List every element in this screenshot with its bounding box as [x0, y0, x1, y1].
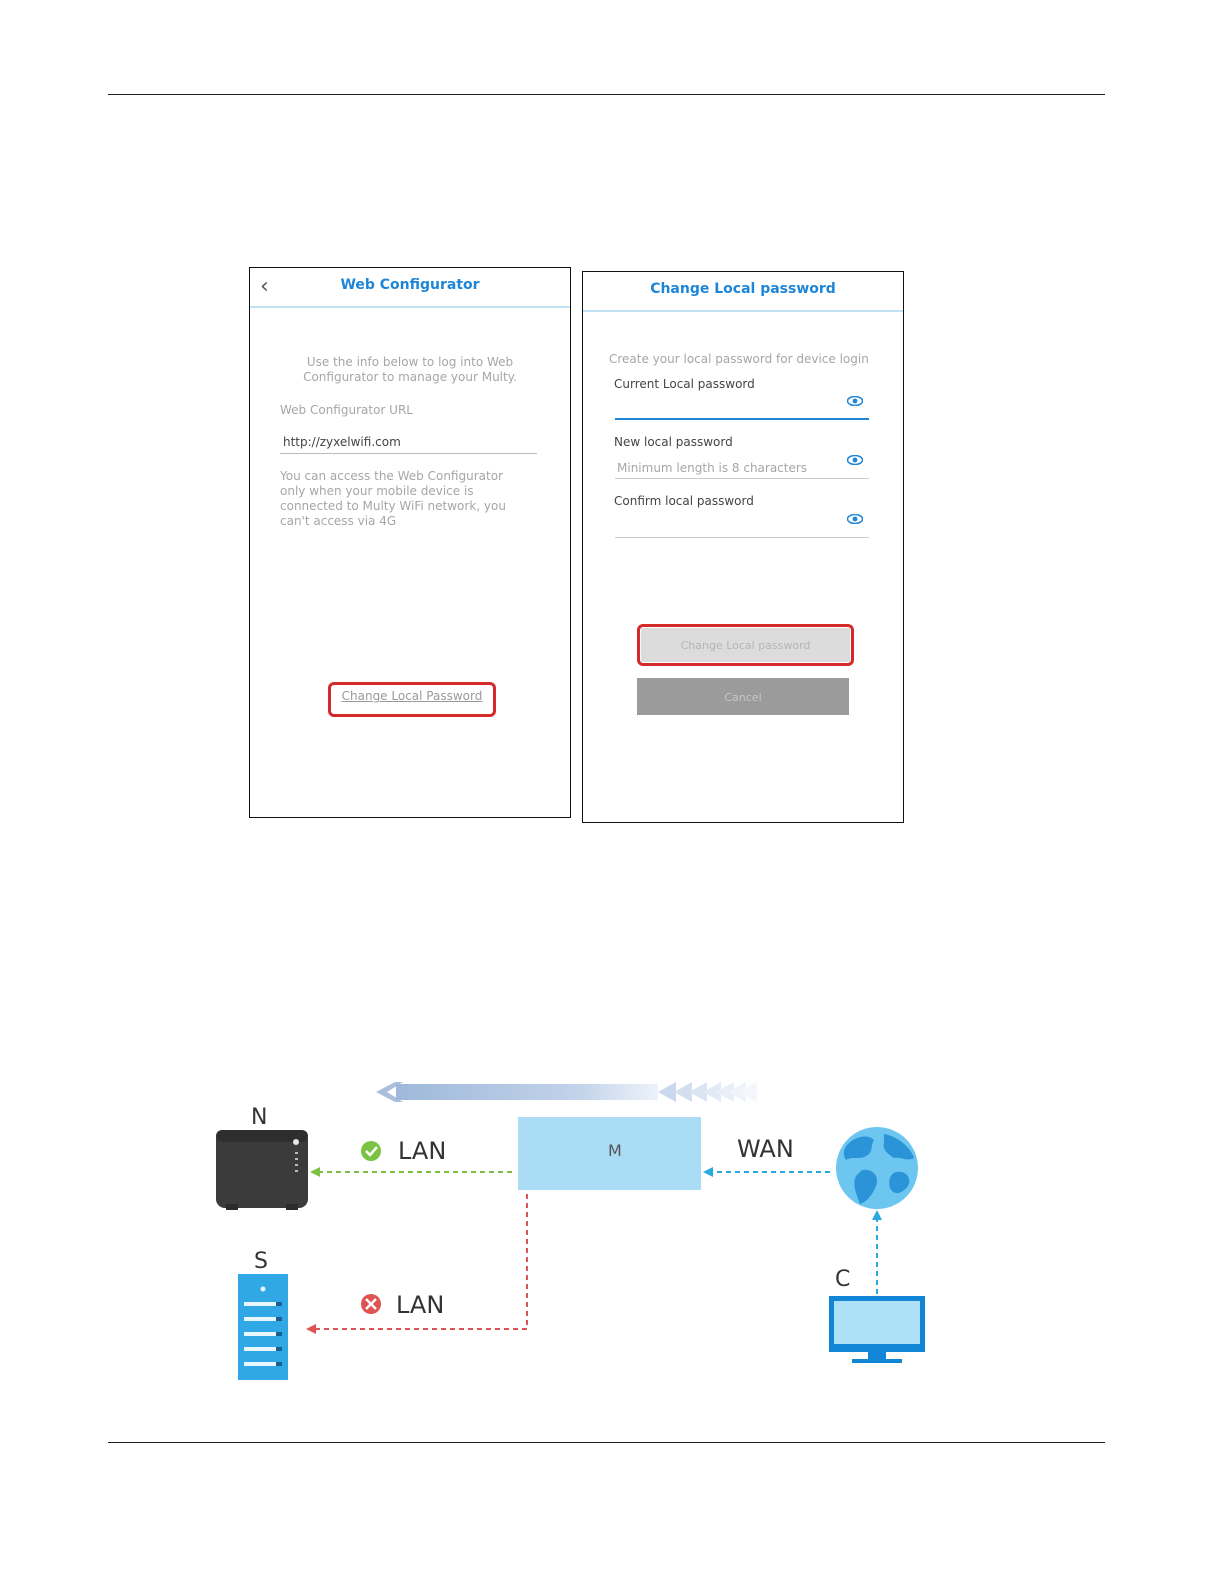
- network-diagram: [0, 1060, 1224, 1400]
- screen-title: Change Local password: [650, 281, 836, 297]
- globe-icon: [836, 1127, 918, 1209]
- screen-header: [583, 272, 903, 312]
- change-password-screen: [582, 271, 904, 823]
- change-local-password-button[interactable]: [641, 628, 850, 662]
- confirm-password-input[interactable]: [615, 537, 869, 538]
- traffic-direction-arrow: [376, 1082, 757, 1102]
- change-local-password-link[interactable]: Change Local Password: [341, 689, 483, 703]
- multy-label: M: [608, 1141, 622, 1160]
- computer-uplink-arrowhead: [872, 1210, 882, 1220]
- screen-header: [250, 268, 570, 308]
- nas-label: N: [251, 1105, 268, 1130]
- button-label: Change Local password: [680, 639, 811, 652]
- lan-blocked-label: LAN: [396, 1291, 445, 1319]
- top-rule: [108, 94, 1105, 95]
- check-icon: [361, 1141, 381, 1161]
- blocked-icon: [361, 1294, 381, 1314]
- bottom-rule: [108, 1442, 1105, 1443]
- wan-label: WAN: [737, 1135, 794, 1163]
- show-password-icon[interactable]: [847, 455, 863, 465]
- new-password-input[interactable]: Minimum length is 8 characters: [617, 461, 808, 475]
- lan-allowed-arrowhead: [310, 1167, 320, 1177]
- server-icon: [238, 1274, 288, 1380]
- computer-icon: [829, 1296, 925, 1363]
- nas-icon: [216, 1130, 308, 1210]
- url-underline: [280, 453, 537, 454]
- subtitle: Create your local password for device login: [609, 352, 869, 366]
- current-password-label: Current Local password: [614, 377, 755, 391]
- computer-label: C: [835, 1267, 851, 1292]
- new-password-underline: [615, 478, 869, 479]
- current-password-input[interactable]: [615, 418, 869, 420]
- url-value[interactable]: http://zyxelwifi.com: [283, 435, 401, 449]
- url-label: Web Configurator URL: [280, 403, 413, 417]
- confirm-password-label: Confirm local password: [614, 494, 754, 508]
- cancel-button[interactable]: [637, 678, 849, 715]
- show-password-icon[interactable]: [847, 396, 863, 406]
- lan-allowed-label: LAN: [398, 1137, 447, 1165]
- back-arrow-icon[interactable]: ‹: [260, 274, 269, 299]
- button-label: Cancel: [724, 691, 762, 704]
- intro-text: Use the info below to log into Web Configurator to manage your Multy.: [303, 355, 517, 384]
- server-label: S: [254, 1249, 268, 1274]
- screen-title: Web Configurator: [340, 277, 480, 293]
- new-password-label: New local password: [614, 435, 733, 449]
- lan-blocked-arrowhead: [306, 1324, 316, 1334]
- wan-arrowhead: [703, 1167, 713, 1177]
- show-password-icon[interactable]: [847, 514, 863, 524]
- web-configurator-screen: [249, 267, 571, 818]
- access-note: You can access the Web Configurator only when your mobile device is connected to Multy WiFi network, you can't access via 4G: [280, 469, 506, 528]
